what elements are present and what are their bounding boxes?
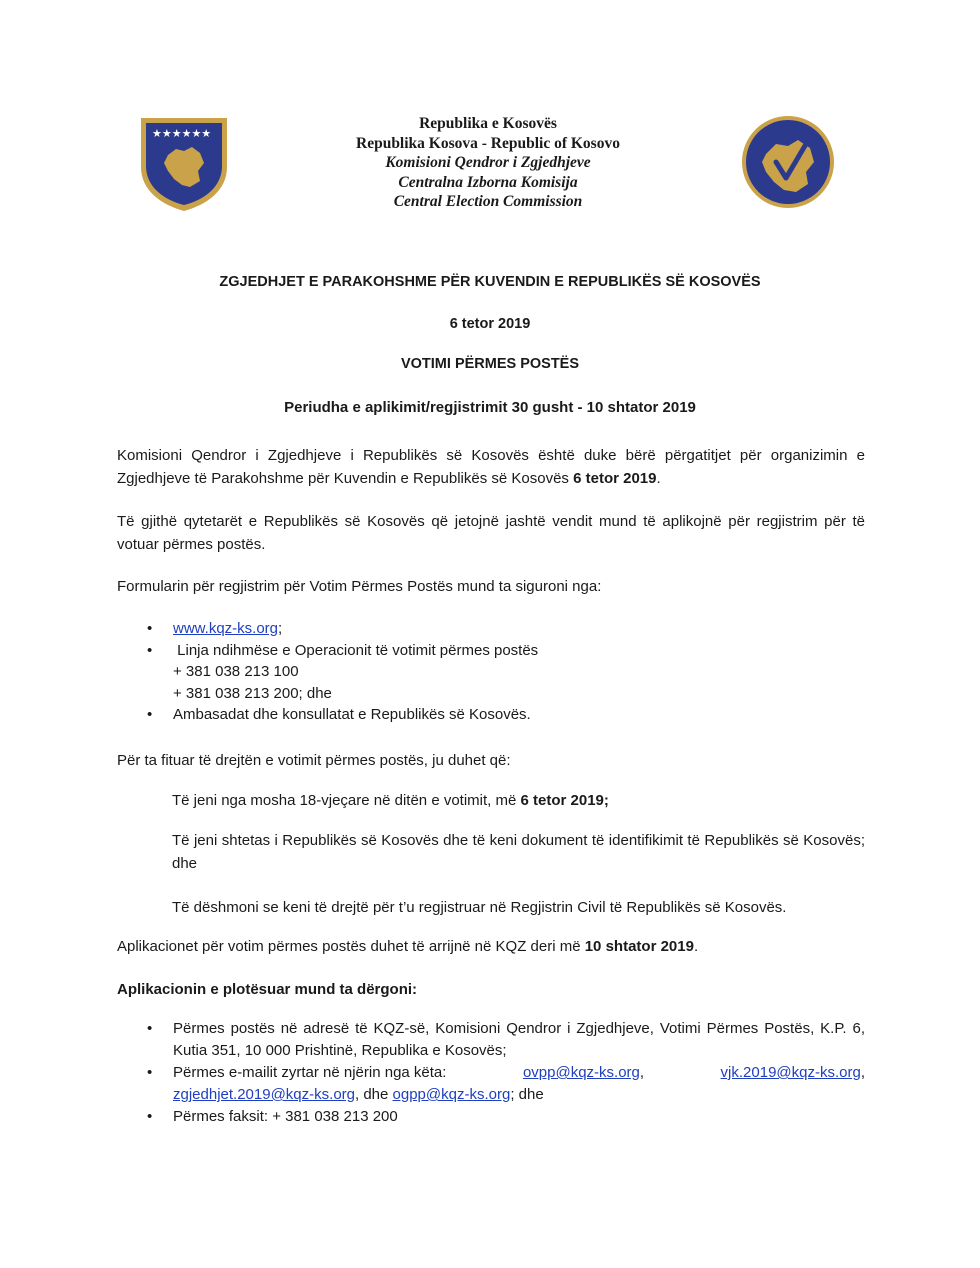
list-item	[117, 1018, 865, 1062]
requirement-age-date: 6 tetor 2019;	[520, 792, 609, 809]
email-end: ; dhe	[510, 1086, 544, 1103]
email-link-vjk[interactable]: vjk.2019@kqz-ks.org	[720, 1064, 861, 1081]
header-line-1: Republika e Kosovës	[419, 115, 557, 132]
bullet-icon: •	[147, 1108, 153, 1125]
bullet-icon: •	[147, 1020, 153, 1037]
list-item	[117, 704, 865, 726]
phone-number-1: + 381 038 213 100	[173, 663, 299, 680]
intro-date: 6 tetor 2019	[573, 470, 657, 487]
email-1-wrap: ovpp@kqz-ks.org,	[522, 1064, 645, 1081]
fax-number: Përmes faksit: + 381 038 213 200	[173, 1108, 398, 1125]
document-title: ZGJEDHJET E PARAKOHSHME PËR KUVENDIN E REPUBLIKËS SË KOSOVËS	[219, 274, 761, 290]
requirement-age	[172, 789, 865, 812]
bullet-icon: •	[147, 1064, 153, 1081]
bullet-icon: •	[147, 641, 153, 659]
bullet-icon: •	[147, 620, 153, 637]
deadline-end: .	[693, 938, 699, 955]
svg-text:★★★★★★: ★★★★★★	[152, 127, 212, 140]
list-item	[117, 640, 865, 705]
header-line-2: Republika Kosova - Republic of Kosovo	[356, 134, 620, 152]
document-subtitle: VOTIMI PËRMES POSTËS	[400, 356, 580, 372]
intro-text: Komisioni Qendror i Zgjedhjeve i Republikës së Kosovës është duke bërë përgatitjet për organizimin e Zgjedhjeve të Parakohshme për Kuvendin e Republikës së Kosovës	[117, 447, 865, 487]
post-address: Përmes postës në adresë të KQZ-së, Komisioni Qendror i Zgjedhjeve, Votimi Përmes Postës, K.P. 6, Kutia 351, 10 000 Prishtinë, Republika e Kosovës;	[173, 1020, 865, 1059]
requirements-intro: Për ta fituar të drejtën e votimit përmes postës, ju duhet që:	[117, 752, 511, 769]
registration-period: Periudha e aplikimit/regjistrimit 30 gusht - 10 shtator 2019	[284, 399, 696, 416]
link-suffix: ;	[278, 620, 283, 637]
list-item	[117, 618, 865, 640]
header-line-5: Central Election Commission	[393, 193, 583, 210]
email-line-2	[173, 1084, 865, 1106]
email-link-ogpp[interactable]: ogpp@kqz-ks.org	[392, 1086, 511, 1103]
cec-logo-icon	[740, 114, 836, 210]
requirement-citizenship: Të jeni shtetas i Republikës së Kosovës dhe të keni dokument të identifikimit të Republikës së Kosovës; dhe	[172, 832, 865, 872]
form-source-paragraph: Formularin për regjistrim për Votim Përmes Postës mund ta siguroni nga:	[117, 578, 602, 595]
header-line-4: Centralna Izborna Komisija	[398, 173, 578, 191]
intro-paragraph	[117, 444, 865, 490]
email-link-ovpp[interactable]: ovpp@kqz-ks.org	[522, 1064, 640, 1081]
header-line-3: Komisioni Qendror i Zgjedhjeve	[385, 154, 591, 171]
email-mid: , dhe	[355, 1086, 393, 1103]
email-intro: Përmes e-mailit zyrtar në njërin nga këta:	[173, 1064, 447, 1081]
deadline-paragraph	[117, 935, 865, 958]
election-date: 6 tetor 2019	[449, 316, 531, 332]
intro-end: .	[656, 470, 661, 487]
deadline-text: Aplikacionet për votim përmes postës duhet të arrijnë në KQZ deri më	[117, 938, 585, 955]
deadline-date: 10 shtator 2019	[584, 938, 694, 955]
send-heading: Aplikacionin e plotësuar mund ta dërgoni:	[117, 981, 418, 998]
list-item	[117, 1106, 865, 1128]
institution-header	[300, 114, 676, 212]
requirement-age-text: Të jeni nga mosha 18-vjeçare në ditën e votimit, më	[172, 792, 521, 809]
hotline-label: Linja ndihmëse e Operacionit të votimit përmes postës	[173, 641, 539, 659]
form-sources-list	[117, 618, 865, 726]
email-2-wrap: vjk.2019@kqz-ks.org,	[720, 1064, 865, 1081]
requirement-civil-registry: Të dëshmoni se keni të drejtë për t’u regjistruar në Regjistrin Civil të Republikës së Kosovës.	[172, 899, 787, 916]
email-line-1	[173, 1062, 865, 1084]
eligibility-paragraph: Të gjithë qytetarët e Republikës së Kosovës që jetojnë jashtë vendit mund të aplikojnë për regjistrim për të votuar përmes postës.	[117, 513, 865, 553]
phone-number-2: + 381 038 213 200; dhe	[173, 684, 332, 702]
submission-methods-list	[117, 1018, 865, 1128]
bullet-icon: •	[147, 706, 153, 723]
website-link[interactable]: www.kqz-ks.org	[173, 620, 279, 637]
kosovo-coat-of-arms-icon	[138, 115, 230, 213]
embassies-text: Ambasadat dhe konsullatat e Republikës së Kosovës.	[173, 706, 531, 723]
list-item	[117, 1062, 865, 1106]
email-link-zgjedhjet[interactable]: zgjedhjet.2019@kqz-ks.org	[173, 1086, 355, 1103]
